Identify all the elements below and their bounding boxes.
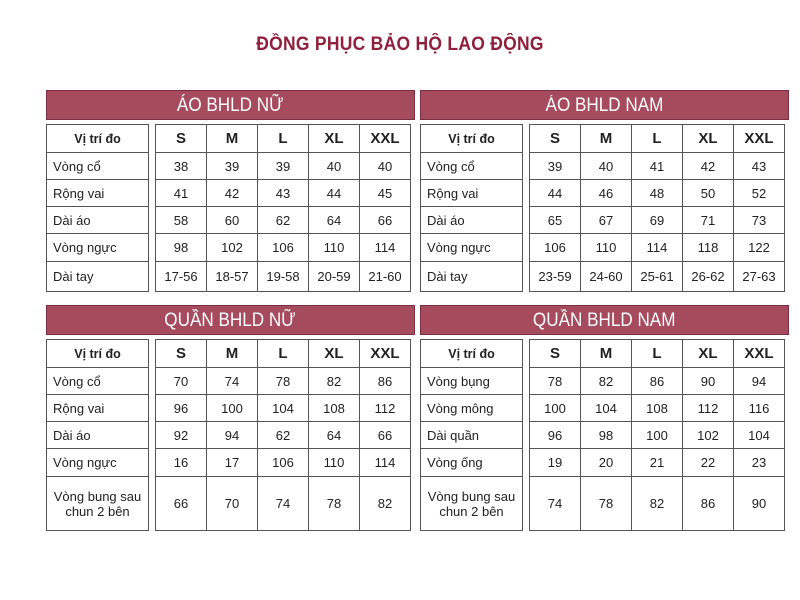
value-cell: 19 — [529, 448, 581, 477]
size-header-cell: M — [206, 339, 258, 368]
table-row — [420, 421, 789, 448]
value-cell: 16 — [155, 448, 207, 477]
measure-label: Dài tay — [420, 261, 523, 292]
value-cell: 45 — [359, 179, 411, 207]
header-label: Vị trí đo — [46, 124, 149, 153]
value-cell: 50 — [682, 179, 734, 207]
size-header-cell: S — [155, 124, 207, 153]
size-header-cell: XL — [682, 124, 734, 153]
measure-label: Vòng ngực — [420, 233, 523, 262]
value-cell: 102 — [682, 421, 734, 449]
size-header-cell: M — [580, 124, 632, 153]
value-cell: 60 — [206, 206, 258, 234]
value-cell: 86 — [631, 367, 683, 395]
header-row — [46, 339, 415, 367]
value-cell: 104 — [257, 394, 309, 422]
size-header-cell: L — [631, 124, 683, 153]
value-cell: 39 — [257, 152, 309, 180]
value-cell: 74 — [529, 476, 581, 531]
measure-label: Vòng cổ — [420, 152, 523, 180]
value-cell: 78 — [529, 367, 581, 395]
value-cell: 114 — [359, 233, 411, 262]
value-cell: 44 — [529, 179, 581, 207]
size-header-cell: L — [257, 124, 309, 153]
table-row — [46, 421, 415, 448]
value-cell: 82 — [359, 476, 411, 531]
value-cell: 100 — [206, 394, 258, 422]
value-cell: 90 — [682, 367, 734, 395]
table-row — [420, 179, 789, 206]
value-cell: 21-60 — [359, 261, 411, 292]
value-cell: 48 — [631, 179, 683, 207]
value-cell: 90 — [733, 476, 785, 531]
value-cell: 110 — [308, 448, 360, 477]
table-row — [420, 394, 789, 421]
value-cell: 94 — [733, 367, 785, 395]
value-cell: 24-60 — [580, 261, 632, 292]
value-cell: 114 — [359, 448, 411, 477]
value-cell: 112 — [359, 394, 411, 422]
size-header-cell: L — [257, 339, 309, 368]
size-header-cell: S — [529, 124, 581, 153]
value-cell: 82 — [631, 476, 683, 531]
value-cell: 118 — [682, 233, 734, 262]
table-heading: QUẦN BHLD NỮ — [46, 305, 415, 335]
measure-label: Vòng ngực — [46, 448, 149, 477]
size-header-cell: M — [206, 124, 258, 153]
value-cell: 78 — [580, 476, 632, 531]
value-cell: 100 — [529, 394, 581, 422]
measure-label: Rộng vai — [46, 179, 149, 207]
header-label: Vị trí đo — [46, 339, 149, 368]
value-cell: 39 — [529, 152, 581, 180]
value-cell: 19-58 — [257, 261, 309, 292]
measure-label: Vòng ngực — [46, 233, 149, 262]
value-cell: 65 — [529, 206, 581, 234]
header-label: Vị trí đo — [420, 124, 523, 153]
size-header-cell: XXL — [733, 339, 785, 368]
value-cell: 41 — [155, 179, 207, 207]
value-cell: 112 — [682, 394, 734, 422]
value-cell: 108 — [308, 394, 360, 422]
value-cell: 108 — [631, 394, 683, 422]
table-row — [46, 261, 415, 291]
value-cell: 86 — [359, 367, 411, 395]
size-header-cell: XL — [308, 339, 360, 368]
value-cell: 43 — [257, 179, 309, 207]
value-cell: 98 — [155, 233, 207, 262]
value-cell: 27-63 — [733, 261, 785, 292]
value-cell: 62 — [257, 206, 309, 234]
value-cell: 40 — [580, 152, 632, 180]
size-table-ao-nam — [420, 90, 789, 291]
value-cell: 86 — [682, 476, 734, 531]
table-row — [46, 152, 415, 179]
table-row — [46, 476, 415, 530]
value-cell: 64 — [308, 206, 360, 234]
value-cell: 66 — [359, 421, 411, 449]
value-cell: 25-61 — [631, 261, 683, 292]
value-cell: 42 — [206, 179, 258, 207]
value-cell: 94 — [206, 421, 258, 449]
value-cell: 40 — [359, 152, 411, 180]
measure-label: Dài áo — [46, 206, 149, 234]
measure-label: Rộng vai — [46, 394, 149, 422]
value-cell: 21 — [631, 448, 683, 477]
value-cell: 110 — [580, 233, 632, 262]
value-cell: 64 — [308, 421, 360, 449]
value-cell: 39 — [206, 152, 258, 180]
value-cell: 43 — [733, 152, 785, 180]
value-cell: 18-57 — [206, 261, 258, 292]
value-cell: 40 — [308, 152, 360, 180]
measure-label: Vòng bung sau chun 2 bên — [46, 476, 149, 531]
value-cell: 69 — [631, 206, 683, 234]
value-cell: 58 — [155, 206, 207, 234]
value-cell: 116 — [733, 394, 785, 422]
value-cell: 98 — [580, 421, 632, 449]
value-cell: 23 — [733, 448, 785, 477]
header-row — [46, 124, 415, 152]
size-header-cell: M — [580, 339, 632, 368]
value-cell: 38 — [155, 152, 207, 180]
size-grid — [46, 339, 415, 530]
table-row — [46, 179, 415, 206]
measure-label: Dài tay — [46, 261, 149, 292]
value-cell: 42 — [682, 152, 734, 180]
page-title: ĐỒNG PHỤC BẢO HỘ LAO ĐỘNG — [256, 34, 544, 55]
value-cell: 96 — [529, 421, 581, 449]
value-cell: 46 — [580, 179, 632, 207]
table-row — [420, 476, 789, 530]
value-cell: 22 — [682, 448, 734, 477]
table-row — [420, 448, 789, 476]
value-cell: 78 — [257, 367, 309, 395]
table-row — [420, 367, 789, 394]
size-table-ao-nu — [46, 90, 415, 291]
size-header-cell: S — [155, 339, 207, 368]
value-cell: 67 — [580, 206, 632, 234]
value-cell: 20 — [580, 448, 632, 477]
table-row — [46, 206, 415, 233]
size-grid — [420, 339, 789, 530]
value-cell: 17 — [206, 448, 258, 477]
table-row — [420, 152, 789, 179]
value-cell: 106 — [529, 233, 581, 262]
value-cell: 74 — [257, 476, 309, 531]
value-cell: 71 — [682, 206, 734, 234]
table-row — [46, 448, 415, 476]
table-heading: QUẦN BHLD NAM — [420, 305, 789, 335]
value-cell: 122 — [733, 233, 785, 262]
measure-label: Vòng mông — [420, 394, 523, 422]
size-header-cell: XXL — [733, 124, 785, 153]
value-cell: 110 — [308, 233, 360, 262]
measure-label: Vòng bung sau chun 2 bên — [420, 476, 523, 531]
value-cell: 70 — [206, 476, 258, 531]
value-cell: 114 — [631, 233, 683, 262]
measure-label: Vòng bụng — [420, 367, 523, 395]
value-cell: 82 — [308, 367, 360, 395]
value-cell: 52 — [733, 179, 785, 207]
value-cell: 26-62 — [682, 261, 734, 292]
value-cell: 44 — [308, 179, 360, 207]
size-header-cell: S — [529, 339, 581, 368]
value-cell: 102 — [206, 233, 258, 262]
measure-label: Vòng ống — [420, 448, 523, 477]
table-heading: ÁO BHLD NỮ — [46, 90, 415, 120]
size-table-quan-nam — [420, 305, 789, 530]
size-header-cell: L — [631, 339, 683, 368]
size-header-cell: XL — [308, 124, 360, 153]
size-header-cell: XL — [682, 339, 734, 368]
value-cell: 106 — [257, 233, 309, 262]
table-row — [46, 367, 415, 394]
value-cell: 66 — [359, 206, 411, 234]
value-cell: 78 — [308, 476, 360, 531]
value-cell: 70 — [155, 367, 207, 395]
value-cell: 96 — [155, 394, 207, 422]
table-row — [46, 394, 415, 421]
header-row — [420, 339, 789, 367]
value-cell: 74 — [206, 367, 258, 395]
header-label: Vị trí đo — [420, 339, 523, 368]
table-row — [46, 233, 415, 261]
measure-label: Dài quần — [420, 421, 523, 449]
measure-label: Dài áo — [420, 206, 523, 234]
value-cell: 66 — [155, 476, 207, 531]
value-cell: 17-56 — [155, 261, 207, 292]
value-cell: 41 — [631, 152, 683, 180]
value-cell: 82 — [580, 367, 632, 395]
measure-label: Vòng cổ — [46, 367, 149, 395]
table-row — [420, 206, 789, 233]
value-cell: 73 — [733, 206, 785, 234]
measure-label: Vòng cổ — [46, 152, 149, 180]
measure-label: Dài áo — [46, 421, 149, 449]
size-table-quan-nu — [46, 305, 415, 530]
value-cell: 104 — [580, 394, 632, 422]
size-header-cell: XXL — [359, 124, 411, 153]
value-cell: 106 — [257, 448, 309, 477]
table-row — [420, 261, 789, 291]
size-grid — [46, 124, 415, 291]
size-header-cell: XXL — [359, 339, 411, 368]
value-cell: 92 — [155, 421, 207, 449]
value-cell: 100 — [631, 421, 683, 449]
value-cell: 62 — [257, 421, 309, 449]
table-heading: ÁO BHLD NAM — [420, 90, 789, 120]
value-cell: 20-59 — [308, 261, 360, 292]
value-cell: 104 — [733, 421, 785, 449]
measure-label: Rộng vai — [420, 179, 523, 207]
value-cell: 23-59 — [529, 261, 581, 292]
header-row — [420, 124, 789, 152]
table-row — [420, 233, 789, 261]
size-grid — [420, 124, 789, 291]
